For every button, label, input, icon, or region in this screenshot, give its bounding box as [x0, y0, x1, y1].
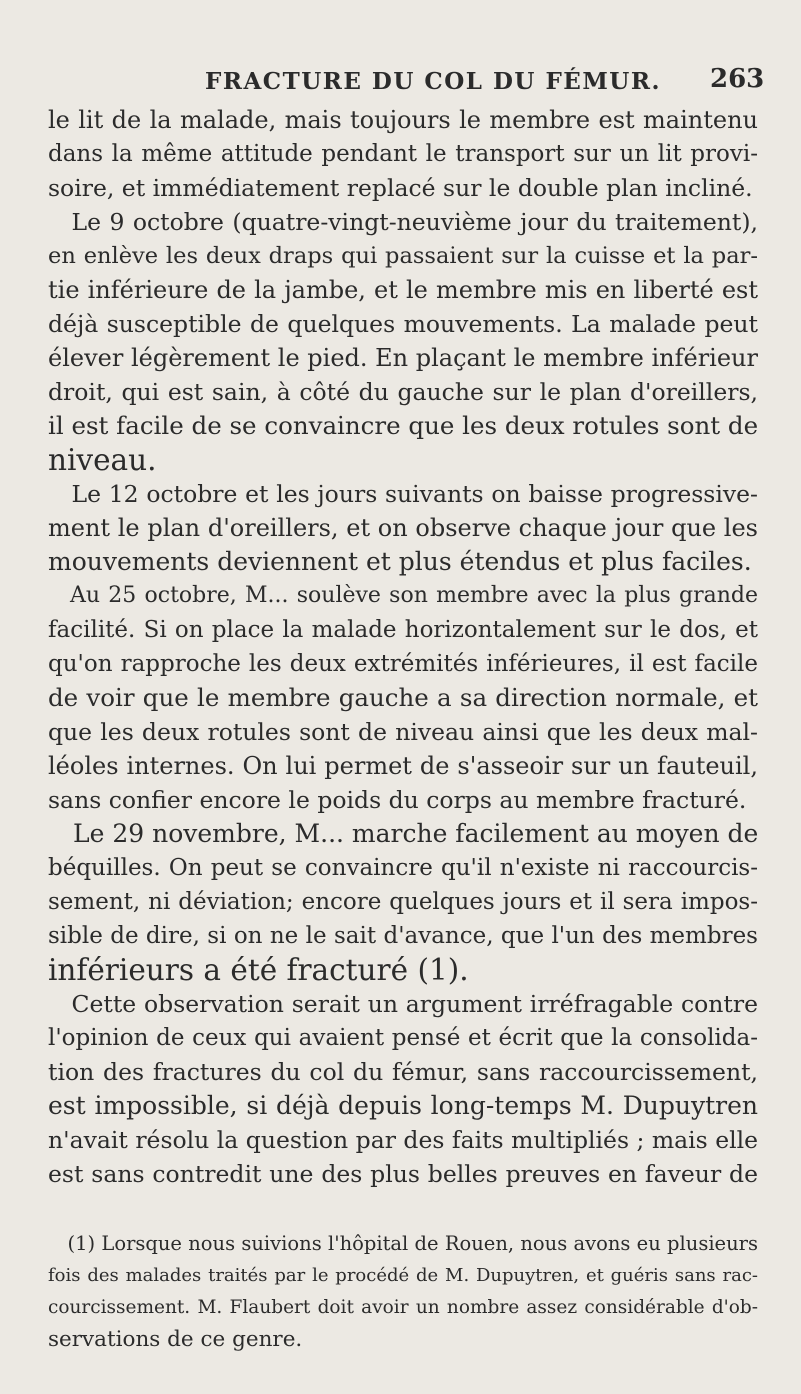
- text-line: Le 29 novembre, M... marche facilement au moyen de: [48, 819, 759, 848]
- text-line: tion des fractures du col du fémur, sans raccourcissement,: [48, 1058, 758, 1086]
- running-title: FRACTURE DU COL DU FÉMUR.: [205, 68, 661, 95]
- footnote-line: (1) Lorsque nous suivions l'hôpital de Rouen, nous avons eu plusieurs: [48, 1232, 758, 1255]
- text-line: déjà susceptible de quelques mouvements. La malade peut: [48, 310, 758, 338]
- text-line: facilité. Si on place la malade horizontalement sur le dos, et: [48, 617, 758, 643]
- text-line: sement, ni déviation; encore quelques jours et il sera impos-: [48, 889, 758, 915]
- text-line: Cette observation serait un argument irréfragable contre: [48, 990, 758, 1018]
- footnote-line: servations de ce genre.: [48, 1327, 303, 1352]
- text-line: de voir que le membre gauche a sa direction normale, et: [48, 683, 758, 712]
- page-number: 263: [710, 64, 765, 94]
- text-line: n'avait résolu la question par des faits multipliés ; mais elle: [48, 1126, 759, 1154]
- text-line: ment le plan d'oreillers, et on observe chaque jour que les: [48, 514, 758, 542]
- text-line: est sans contredit une des plus belles preuves en faveur de: [48, 1160, 758, 1188]
- text-line: le lit de la malade, mais toujours le membre est maintenu: [48, 106, 758, 134]
- page-header: [0, 60, 801, 100]
- text-line: inférieurs a été fracturé (1).: [48, 953, 469, 987]
- text-line: en enlève les deux draps qui passaient sur la cuisse et la par-: [48, 243, 758, 269]
- text-line: tie inférieure de la jambe, et le membre mis en liberté est: [48, 276, 758, 304]
- footnote-line: courcissement. M. Flaubert doit avoir un nombre assez considérable d'ob-: [48, 1297, 758, 1318]
- text-line: il est facile de se convaincre que les deux rotules sont de: [48, 411, 759, 440]
- text-line: soire, et immédiatement replacé sur le double plan incliné.: [48, 174, 753, 202]
- text-line: dans la même attitude pendant le transport sur un lit provi-: [48, 141, 758, 167]
- text-line: est impossible, si déjà depuis long-temps M. Dupuytren: [48, 1091, 758, 1120]
- text-line: droit, qui est sain, à côté du gauche sur le plan d'oreillers,: [48, 378, 758, 406]
- text-line: que les deux rotules sont de niveau ainsi que les deux mal-: [48, 718, 758, 746]
- text-line: mouvements deviennent et plus étendus et plus faciles.: [48, 547, 752, 576]
- text-line: Le 12 octobre et les jours suivants on baisse progressive-: [48, 480, 758, 508]
- text-line: Le 9 octobre (quatre-vingt-neuvième jour du traitement),: [48, 208, 758, 236]
- text-line: béquilles. On peut se convaincre qu'il n'existe ni raccourcis-: [48, 855, 758, 881]
- text-line: qu'on rapproche les deux extrémités inférieures, il est facile: [48, 651, 758, 677]
- text-line: élever légèrement le pied. En plaçant le membre inférieur: [48, 344, 758, 372]
- footnote-line: fois des malades traités par le procédé de M. Dupuytren, et guéris sans rac-: [48, 1265, 758, 1286]
- text-line: l'opinion de ceux qui avaient pensé et écrit que la consolida-: [48, 1025, 758, 1051]
- text-line: léoles internes. On lui permet de s'asseoir sur un fauteuil,: [48, 752, 758, 780]
- text-line: sans confier encore le poids du corps au membre fracturé.: [48, 786, 747, 814]
- text-line: sible de dire, si on ne le sait d'avance, que l'un des membres: [48, 923, 758, 949]
- text-line: Au 25 octobre, M... soulève son membre avec la plus grande: [48, 583, 758, 608]
- text-line: niveau.: [48, 443, 157, 477]
